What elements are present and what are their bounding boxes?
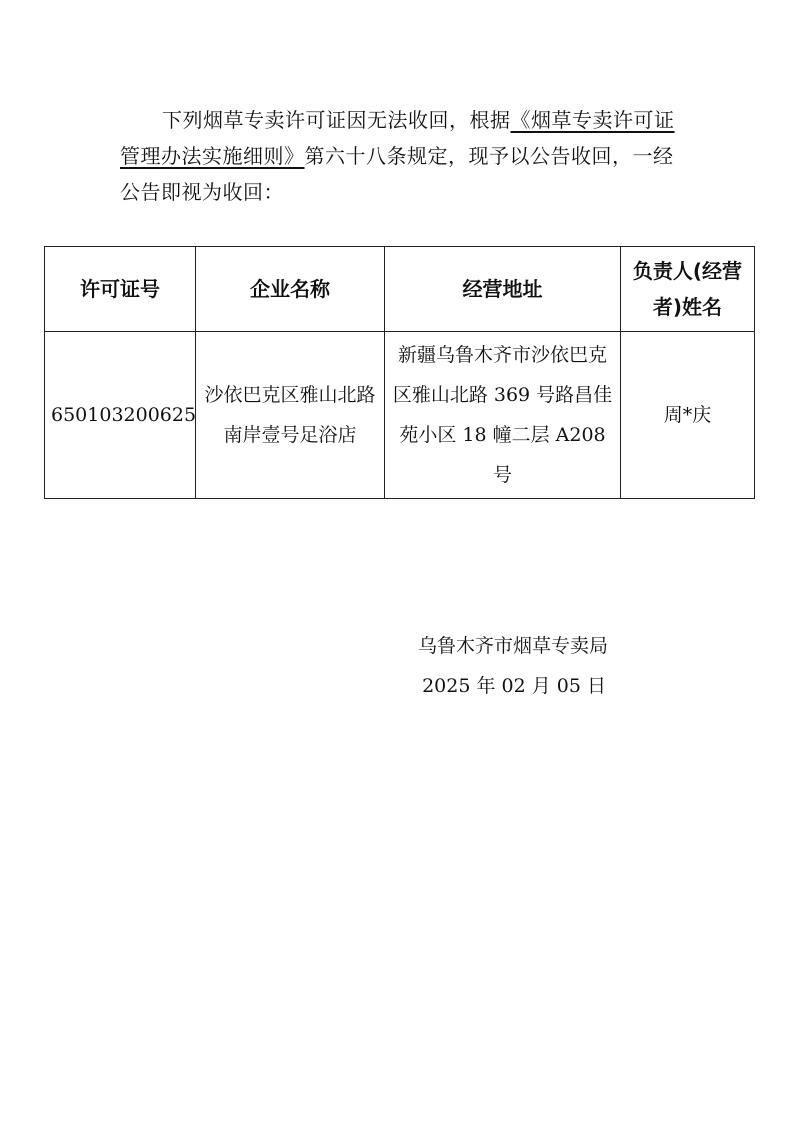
header-license-no: 许可证号 bbox=[45, 247, 196, 332]
notice-intro bbox=[120, 102, 680, 210]
header-company: 企业名称 bbox=[196, 247, 385, 332]
signature-block bbox=[418, 626, 608, 706]
cell-company: 沙依巴克区雅山北路南岸壹号足浴店 bbox=[196, 332, 385, 499]
header-person: 负责人(经营者)姓名 bbox=[621, 247, 755, 332]
intro-text-after: 第六十八条规定，现予以公告收回，一经公告即视为收回： bbox=[120, 144, 674, 204]
intro-text-before: 下列烟草专卖许可证因无法收回，根据 bbox=[162, 108, 511, 132]
intro-paragraph bbox=[120, 102, 680, 210]
regulation-reference: 《烟草专卖许可证管理办法实施细则》 bbox=[120, 108, 675, 168]
header-address: 经营地址 bbox=[385, 247, 621, 332]
table-header-row bbox=[45, 247, 755, 332]
cell-address: 新疆乌鲁木齐市沙依巴克区雅山北路 369 号路昌佳苑小区 18 幢二层 A208 号 bbox=[385, 332, 621, 499]
issuing-organization: 乌鲁木齐市烟草专卖局 bbox=[417, 635, 608, 657]
table-row bbox=[45, 332, 755, 499]
cell-license-no: 650103200625 bbox=[45, 332, 196, 499]
cell-person: 周*庆 bbox=[621, 332, 755, 499]
license-table bbox=[44, 246, 755, 499]
issue-date: 2025 年 02 月 05 日 bbox=[422, 675, 606, 697]
